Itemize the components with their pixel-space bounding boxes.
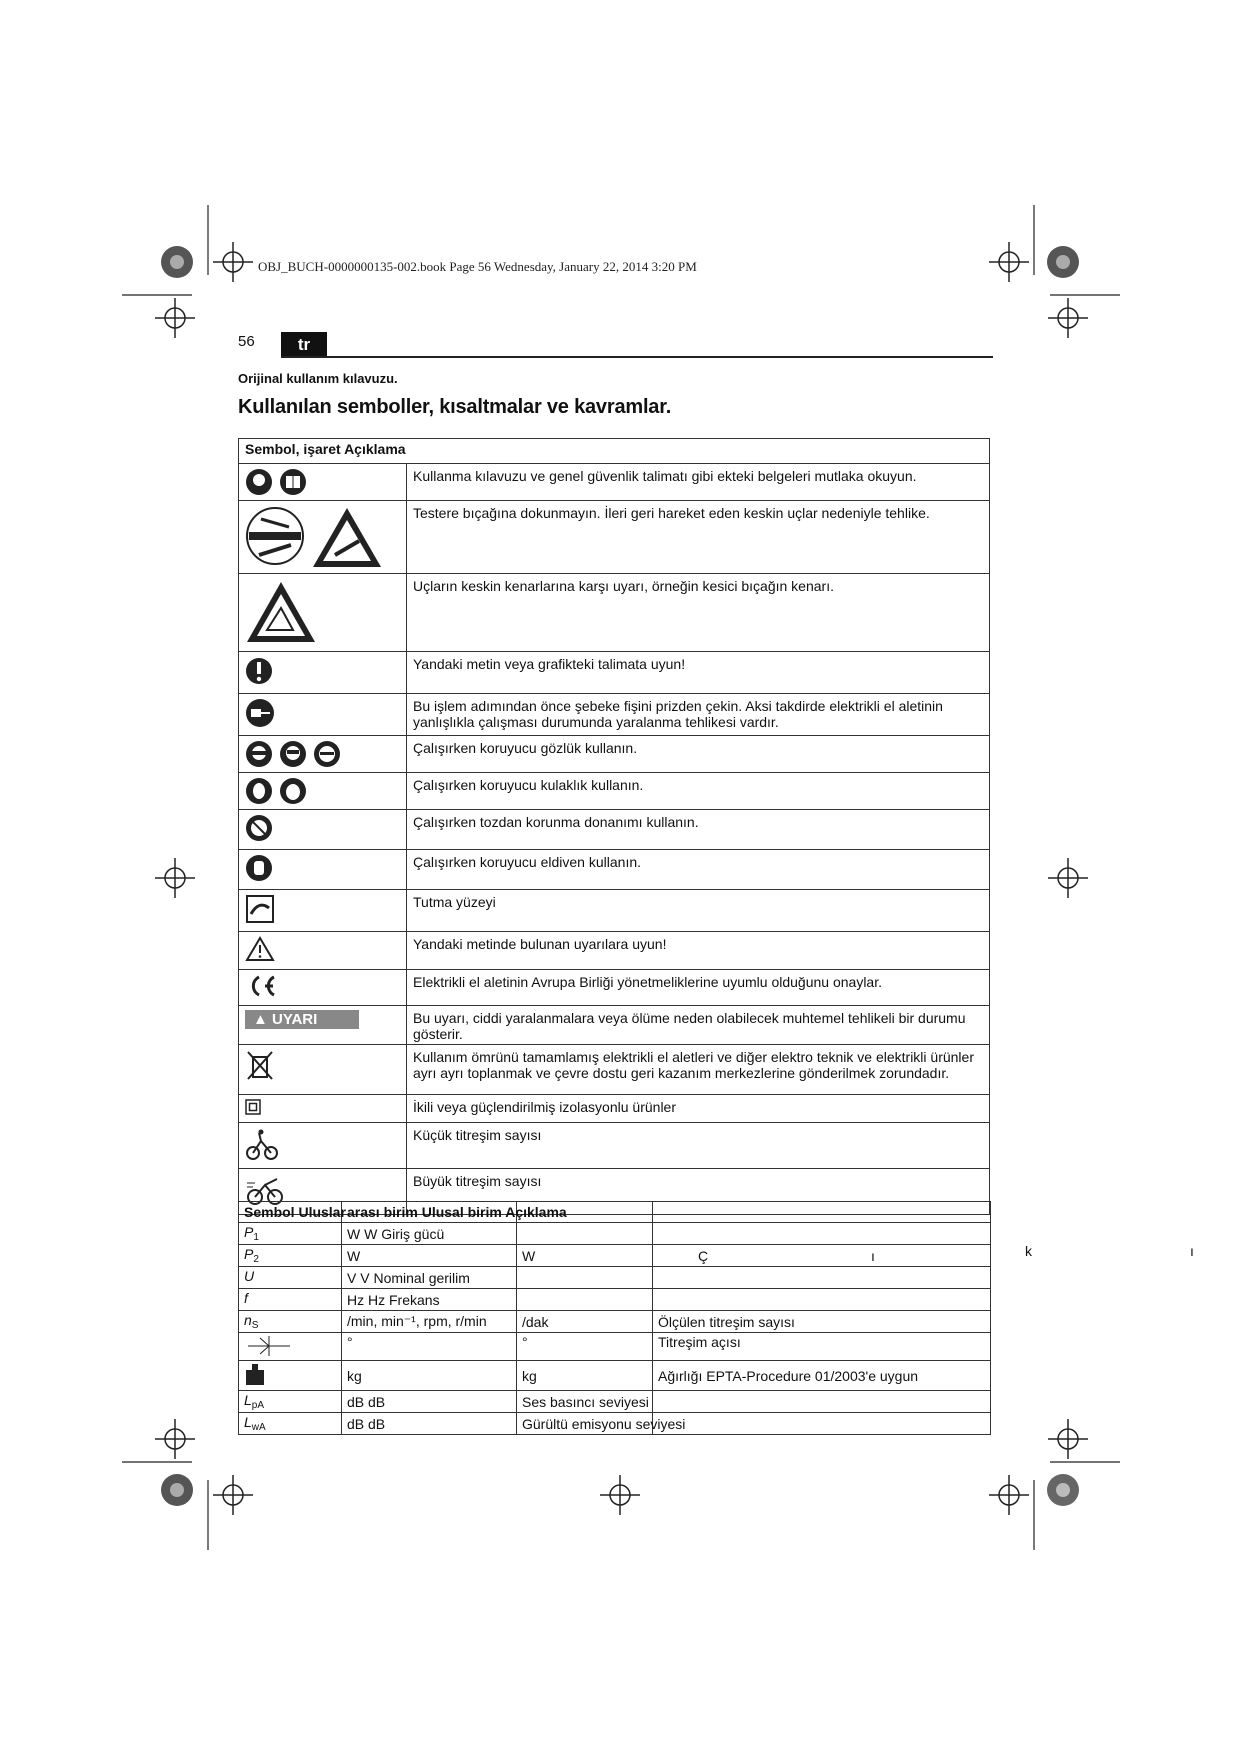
double-insulation-icon: [245, 1099, 261, 1115]
manual-subtitle: Orijinal kullanım kılavuzu.: [238, 371, 398, 386]
row-description: Çalışırken tozdan korunma donanımı kullanın.: [407, 810, 990, 850]
units-header-col1: Sembol Uluslar: [239, 1202, 342, 1223]
weight-icon: [244, 1362, 266, 1386]
unit-cell: [653, 1289, 991, 1311]
header-rule: [281, 356, 993, 358]
row-description: Kullanım ömrünü tamamlamış elektrikli el aletleri ve diğer elektro teknik ve elektrikli ürünler ayrı ayrı toplanmak ve çevre dostu geri kazanım merkezlerine gönderilmek zorundadır.: [407, 1045, 990, 1095]
table-row: [239, 652, 990, 694]
unit-symbol: L: [244, 1392, 252, 1408]
unit-cell: °: [517, 1333, 653, 1361]
unit-cell: [653, 1413, 991, 1435]
uyari-badge-icon: ▲ UYARI: [245, 1010, 359, 1029]
unit-cell: W: [517, 1245, 653, 1267]
table-row: [239, 1289, 991, 1311]
table-row: [239, 736, 990, 773]
gloves-icon: [245, 854, 273, 882]
row-description: Çalışırken koruyucu gözlük kullanın.: [407, 736, 990, 773]
row-description: Yandaki metin veya grafikteki talimata uyun!: [407, 652, 990, 694]
table-row: [239, 1391, 991, 1413]
unit-cell: dB dB: [342, 1413, 517, 1435]
table-row: [239, 850, 990, 890]
unit-symbol: P: [244, 1224, 254, 1240]
unit-subscript: 1: [253, 1232, 259, 1243]
table-header-row: [239, 439, 990, 464]
row-description: Uçların keskin kenarlarına karşı uyarı, örneğin kesici bıçağın kenarı.: [407, 574, 990, 652]
unit-cell: Gürültü emisyonu seviyesi: [517, 1413, 653, 1435]
table-row: [239, 464, 990, 501]
ear-muffs-icon: [279, 777, 307, 805]
row-description: Bu uyarı, ciddi yaralanmalara veya ölüme neden olabilecek muhtemel tehlikeli bir durumu gösterir.: [407, 1006, 990, 1045]
exclamation-icon: [245, 656, 273, 686]
unit-symbol: n: [244, 1312, 252, 1328]
symbols-table: [238, 438, 990, 1215]
table-row: [239, 773, 990, 810]
row-description: İkili veya güçlendirilmiş izolasyonlu ürünler: [407, 1095, 990, 1123]
table-row: [239, 932, 990, 970]
table-row: [239, 890, 990, 932]
row-description: Bu işlem adımından önce şebeke fişini prizden çekin. Aksi takdirde elektrikli el aletinin yanlışlıkla çalışması durumunda yaralanma tehlikesi vardır.: [407, 694, 990, 736]
ce-mark-icon: [245, 974, 277, 998]
warning-blade-triangle-icon: [311, 505, 383, 569]
unit-cell: V V Nominal gerilim: [342, 1267, 517, 1289]
stray-char: k: [1025, 1243, 1032, 1259]
face-shield-icon: [279, 740, 307, 768]
book-file-line: OBJ_BUCH-0000000135-002.book Page 56 Wednesday, January 22, 2014 3:20 PM: [258, 259, 697, 274]
attention-blade-icon: [245, 505, 305, 567]
unit-subscript: wA: [251, 1422, 266, 1433]
unit-cell: Ölçülen titreşim sayısı: [653, 1311, 991, 1333]
unit-cell: dB dB: [342, 1391, 517, 1413]
unit-cell: Ç: [698, 1247, 709, 1264]
warning-triangle-icon: [245, 936, 275, 962]
row-description: Çalışırken koruyucu kulaklık kullanın.: [407, 773, 990, 810]
stray-char: ı: [1190, 1243, 1194, 1259]
table-row: [239, 1267, 991, 1289]
low-vibration-icon: [245, 1127, 279, 1161]
table-header-row: [239, 1202, 991, 1223]
table-row: [239, 501, 990, 574]
unit-cell: [517, 1223, 653, 1245]
table-row: [239, 1095, 990, 1123]
table-row: [239, 1333, 991, 1361]
unplug-icon: [245, 698, 275, 728]
glasses-icon: [313, 740, 341, 768]
table-row: [239, 1413, 991, 1435]
grip-surface-icon: [245, 894, 275, 924]
row-description: Yandaki metinde bulunan uyarılara uyun!: [407, 932, 990, 970]
unit-cell: /dak: [517, 1311, 653, 1333]
table-row: [239, 574, 990, 652]
language-tag: tr: [281, 332, 327, 357]
badge-label: UYARI: [272, 1011, 318, 1028]
unit-cell: [517, 1267, 653, 1289]
row-description: Çalışırken koruyucu eldiven kullanın.: [407, 850, 990, 890]
ear-protection-icon: [245, 777, 273, 805]
protective-equipment-icon: [245, 468, 273, 496]
table-row: [239, 1123, 990, 1169]
unit-cell: [653, 1391, 991, 1413]
symbols-table-header: Sembol, işaret Açıklama: [239, 439, 990, 464]
unit-cell: Ağırlığı EPTA-Procedure 01/2003'e uygun: [653, 1361, 991, 1391]
weee-bin-icon: [245, 1049, 275, 1081]
row-description: Testere bıçağına dokunmayın. İleri geri hareket eden keskin uçlar nedeniyle tehlike.: [407, 501, 990, 574]
unit-cell: [653, 1223, 991, 1245]
unit-cell: kg: [517, 1361, 653, 1391]
sharp-edge-warning-icon: [245, 578, 317, 644]
table-row: [239, 1361, 991, 1391]
unit-cell: /min, min⁻¹, rpm, r/min: [342, 1311, 517, 1333]
unit-symbol: L: [244, 1414, 252, 1430]
page-title: Kullanılan semboller, kısaltmalar ve kavramlar.: [238, 396, 672, 418]
dust-mask-icon: [245, 814, 273, 842]
unit-cell: kg: [342, 1361, 517, 1391]
table-row: [239, 1045, 990, 1095]
table-row: [239, 970, 990, 1006]
unit-cell: Ses basıncı seviyesi: [517, 1391, 653, 1413]
row-description: Büyük titreşim sayısı: [407, 1169, 990, 1215]
row-description: Tutma yüzeyi: [407, 890, 990, 932]
page-number: 56: [238, 333, 255, 350]
unit-symbol: P: [244, 1246, 254, 1262]
table-row: [239, 810, 990, 850]
unit-cell: [517, 1289, 653, 1311]
unit-cell: W: [342, 1245, 517, 1267]
units-header-col2: arası birim Ulusal birim Açıklama: [342, 1202, 517, 1223]
row-description: Elektrikli el aletinin Avrupa Birliği yönetmeliklerine uyumlu olduğunu onaylar.: [407, 970, 990, 1006]
unit-subscript: S: [251, 1320, 259, 1331]
unit-cell: W W Giriş gücü: [342, 1223, 517, 1245]
vibration-angle-icon: [244, 1334, 294, 1356]
table-row: [239, 1311, 991, 1333]
unit-symbol: U: [244, 1268, 255, 1284]
table-row: [239, 1223, 991, 1245]
unit-symbol: f: [244, 1290, 248, 1306]
row-description: Küçük titreşim sayısı: [407, 1123, 990, 1169]
read-manual-icon: [279, 468, 307, 496]
unit-subscript: 2: [253, 1254, 259, 1265]
table-row: [239, 1006, 990, 1045]
unit-cell: [653, 1267, 991, 1289]
units-table: [238, 1201, 991, 1435]
goggles-icon: [245, 740, 273, 768]
unit-subscript: pA: [251, 1400, 265, 1411]
unit-cell: °: [342, 1333, 517, 1361]
row-description: Kullanma kılavuzu ve genel güvenlik talimatı gibi ekteki belgeleri mutlaka okuyun.: [407, 464, 990, 501]
stray-char: ı: [871, 1247, 875, 1264]
unit-cell: Titreşim açısı: [653, 1333, 991, 1361]
table-row: [239, 694, 990, 736]
units-header-col4: [653, 1202, 991, 1223]
unit-cell: Hz Hz Frekans: [342, 1289, 517, 1311]
table-row: [239, 1245, 991, 1267]
